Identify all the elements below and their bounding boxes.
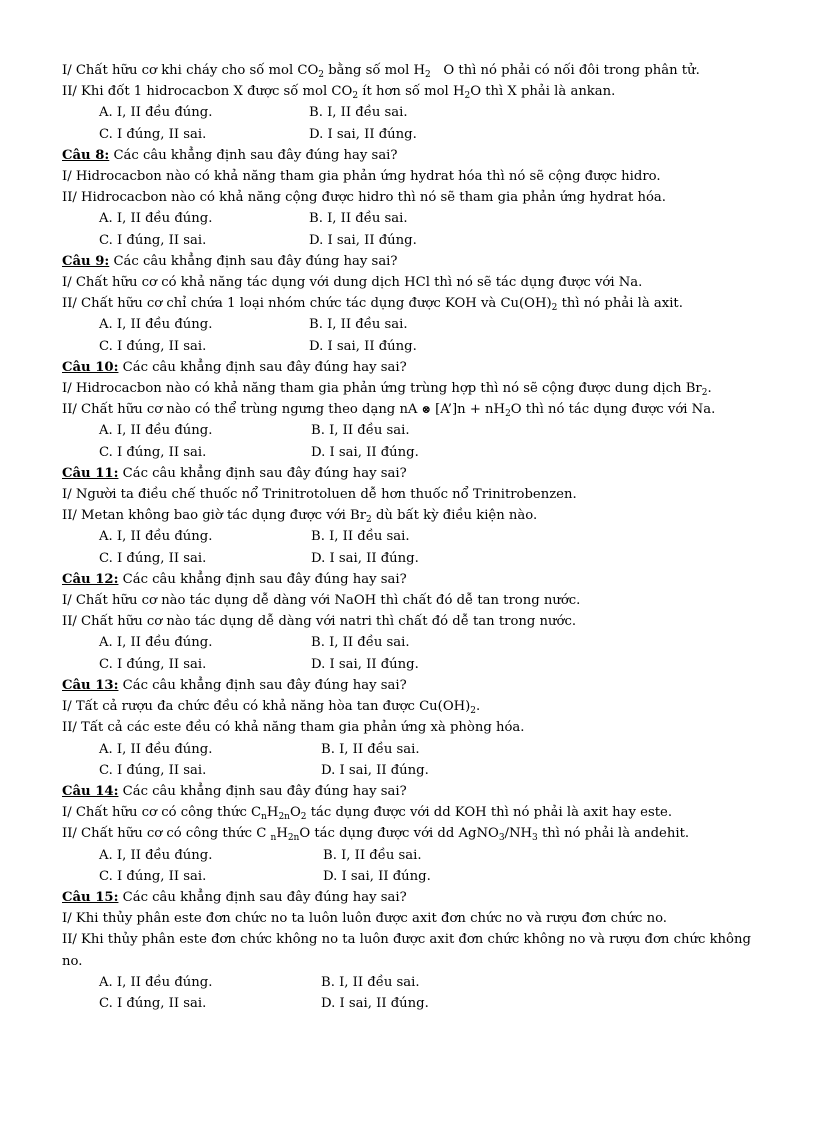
- statement-2: II/ Metan không bao giờ tác dụng được với $Br_2$ dù bất kỳ điều kiện nào.: [62, 508, 538, 526]
- option-c[interactable]: C. I đúng, II sai.: [99, 656, 207, 672]
- question-9-header: Câu 9: Các câu khẳng định sau đây đúng hay sai?: [62, 253, 398, 269]
- statement-2: II/ Chất hữu cơ nào có thể trùng ngưng theo dạng nA ⊗ [A’]n + $nH_2O$ thì nó tác dụng được với Na.: [62, 402, 716, 420]
- question-label: Câu 8:: [62, 147, 110, 163]
- option-c[interactable]: C. I đúng, II sai.: [99, 338, 207, 354]
- reaction-arrow-icon: ⊗: [421, 403, 431, 417]
- answer-options: [62, 208, 762, 250]
- option-b[interactable]: B. I, II đều sai.: [321, 741, 420, 757]
- option-b[interactable]: B. I, II đều sai.: [311, 529, 410, 545]
- statement-2: II/ Khi đốt 1 hidrocacbon X được số mol $CO_2$ ít hơn số mol $H_2O$ thì X phải là ankan.: [62, 84, 616, 102]
- question-label: Câu 12:: [62, 571, 119, 587]
- answer-options: [62, 420, 762, 462]
- question-14-header: Câu 14: Các câu khẳng định sau đây đúng hay sai?: [62, 783, 407, 799]
- option-d[interactable]: D. I sai, II đúng.: [309, 232, 417, 248]
- statement-1: I/ Chất hữu cơ khi cháy cho số mol $CO_2$ bằng số mol $H_2$ O thì nó phải có nối đôi trong phân tử.: [62, 63, 700, 80]
- question-11-header: Câu 11: Các câu khẳng định sau đây đúng hay sai?: [62, 465, 407, 481]
- statement-1: I/ Tất cả rượu đa chức đều có khả năng hòa tan được $Cu(OH)_2$.: [62, 699, 481, 717]
- option-c[interactable]: C. I đúng, II sai.: [99, 444, 207, 460]
- option-c[interactable]: C. I đúng, II sai.: [99, 126, 207, 142]
- option-d[interactable]: D. I sai, II đúng.: [311, 550, 419, 566]
- option-a[interactable]: A. I, II đều đúng.: [99, 317, 213, 333]
- statement-1: I/ Khi thủy phân este đơn chức no ta luôn luôn được axit đơn chức no và rượu đơn chức no.: [62, 911, 667, 927]
- answer-options: [62, 739, 762, 781]
- statement-2: II/ Chất hữu cơ chỉ chứa 1 loại nhóm chức tác dụng được KOH và $Cu(OH)_2$ thì nó phải là axit.: [62, 296, 683, 314]
- option-a[interactable]: A. I, II đều đúng.: [99, 211, 213, 227]
- question-label: Câu 11:: [62, 465, 119, 481]
- option-d[interactable]: D. I sai, II đúng.: [311, 444, 419, 460]
- statement-1: I/ Chất hữu cơ nào tác dụng dễ dàng với NaOH thì chất đó dễ tan trong nước.: [62, 593, 581, 609]
- statement-1: I/ Người ta điều chế thuốc nổ Trinitrotoluen dễ hơn thuốc nổ Trinitrobenzen.: [62, 487, 577, 503]
- option-c[interactable]: C. I đúng, II sai.: [99, 550, 207, 566]
- statement-2: II/ Hidrocacbon nào có khả năng cộng được hidro thì nó sẽ tham gia phản ứng hydrat hóa.: [62, 190, 666, 206]
- option-d[interactable]: D. I sai, II đúng.: [309, 338, 417, 354]
- answer-options: [62, 526, 762, 568]
- answer-options: [62, 845, 762, 887]
- answer-options: [62, 632, 762, 674]
- answer-options: [62, 102, 762, 144]
- question-label: Câu 9:: [62, 253, 110, 269]
- question-label: Câu 13:: [62, 677, 119, 693]
- option-a[interactable]: A. I, II đều đúng.: [99, 635, 213, 651]
- statement-1: I/ Hidrocacbon nào có khả năng tham gia phản ứng trùng hợp thì nó sẽ cộng được dung dịch $Br_2$.: [62, 381, 712, 399]
- option-a[interactable]: A. I, II đều đúng.: [99, 529, 213, 545]
- statement-1: I/ Hidrocacbon nào có khả năng tham gia phản ứng hydrat hóa thì nó sẽ cộng được hidro.: [62, 169, 661, 185]
- answer-options: [62, 314, 762, 356]
- option-d[interactable]: D. I sai, II đúng.: [311, 656, 419, 672]
- option-a[interactable]: A. I, II đều đúng.: [99, 847, 213, 863]
- option-c[interactable]: C. I đúng, II sai.: [99, 868, 207, 884]
- exam-page: [62, 60, 762, 1014]
- option-c[interactable]: C. I đúng, II sai.: [99, 995, 207, 1011]
- option-d[interactable]: D. I sai, II đúng.: [321, 995, 429, 1011]
- question-label: Câu 14:: [62, 783, 119, 799]
- option-b[interactable]: B. I, II đều sai.: [309, 105, 408, 121]
- option-d[interactable]: D. I sai, II đúng.: [321, 762, 429, 778]
- question-8-header: Câu 8: Các câu khẳng định sau đây đúng hay sai?: [62, 147, 398, 163]
- question-label: Câu 10:: [62, 359, 119, 375]
- option-b[interactable]: B. I, II đều sai.: [321, 974, 420, 990]
- question-13-header: Câu 13: Các câu khẳng định sau đây đúng hay sai?: [62, 677, 407, 693]
- option-c[interactable]: C. I đúng, II sai.: [99, 762, 207, 778]
- statement-1: I/ Chất hữu cơ có công thức $C_nH_{2n}O_2$ tác dụng được với dd KOH thì nó phải là axit hay este.: [62, 805, 673, 823]
- option-a[interactable]: A. I, II đều đúng.: [99, 974, 213, 990]
- question-10-header: Câu 10: Các câu khẳng định sau đây đúng hay sai?: [62, 359, 407, 375]
- question-12-header: Câu 12: Các câu khẳng định sau đây đúng hay sai?: [62, 571, 407, 587]
- option-b[interactable]: B. I, II đều sai.: [311, 423, 410, 439]
- option-a[interactable]: A. I, II đều đúng.: [99, 105, 213, 121]
- option-b[interactable]: B. I, II đều sai.: [311, 635, 410, 651]
- statement-2: II/ Chất hữu cơ nào tác dụng dễ dàng với natri thì chất đó dễ tan trong nước.: [62, 614, 577, 630]
- option-b[interactable]: B. I, II đều sai.: [309, 317, 408, 333]
- option-a[interactable]: A. I, II đều đúng.: [99, 741, 213, 757]
- statement-2: II/ Chất hữu cơ có công thức C $_nH_{2n}O$ tác dụng được với dd $AgNO_3/NH_3$ thì nó phải là andehit.: [62, 826, 690, 844]
- option-c[interactable]: C. I đúng, II sai.: [99, 232, 207, 248]
- question-15-header: Câu 15: Các câu khẳng định sau đây đúng hay sai?: [62, 889, 407, 905]
- option-b[interactable]: B. I, II đều sai.: [309, 211, 408, 227]
- answer-options: [62, 972, 762, 1014]
- question-label: Câu 15:: [62, 889, 119, 905]
- statement-1: I/ Chất hữu cơ có khả năng tác dụng với dung dịch HCl thì nó sẽ tác dụng được với Na.: [62, 275, 643, 291]
- option-b[interactable]: B. I, II đều sai.: [323, 847, 422, 863]
- statement-2: II/ Tất cả các este đều có khả năng tham gia phản ứng xà phòng hóa.: [62, 720, 525, 736]
- option-a[interactable]: A. I, II đều đúng.: [99, 423, 213, 439]
- statement-2: II/ Khi thủy phân este đơn chức không no ta luôn được axit đơn chức không no và rượu đơn chức không no.: [62, 932, 751, 969]
- option-d[interactable]: D. I sai, II đúng.: [323, 868, 431, 884]
- option-d[interactable]: D. I sai, II đúng.: [309, 126, 417, 142]
